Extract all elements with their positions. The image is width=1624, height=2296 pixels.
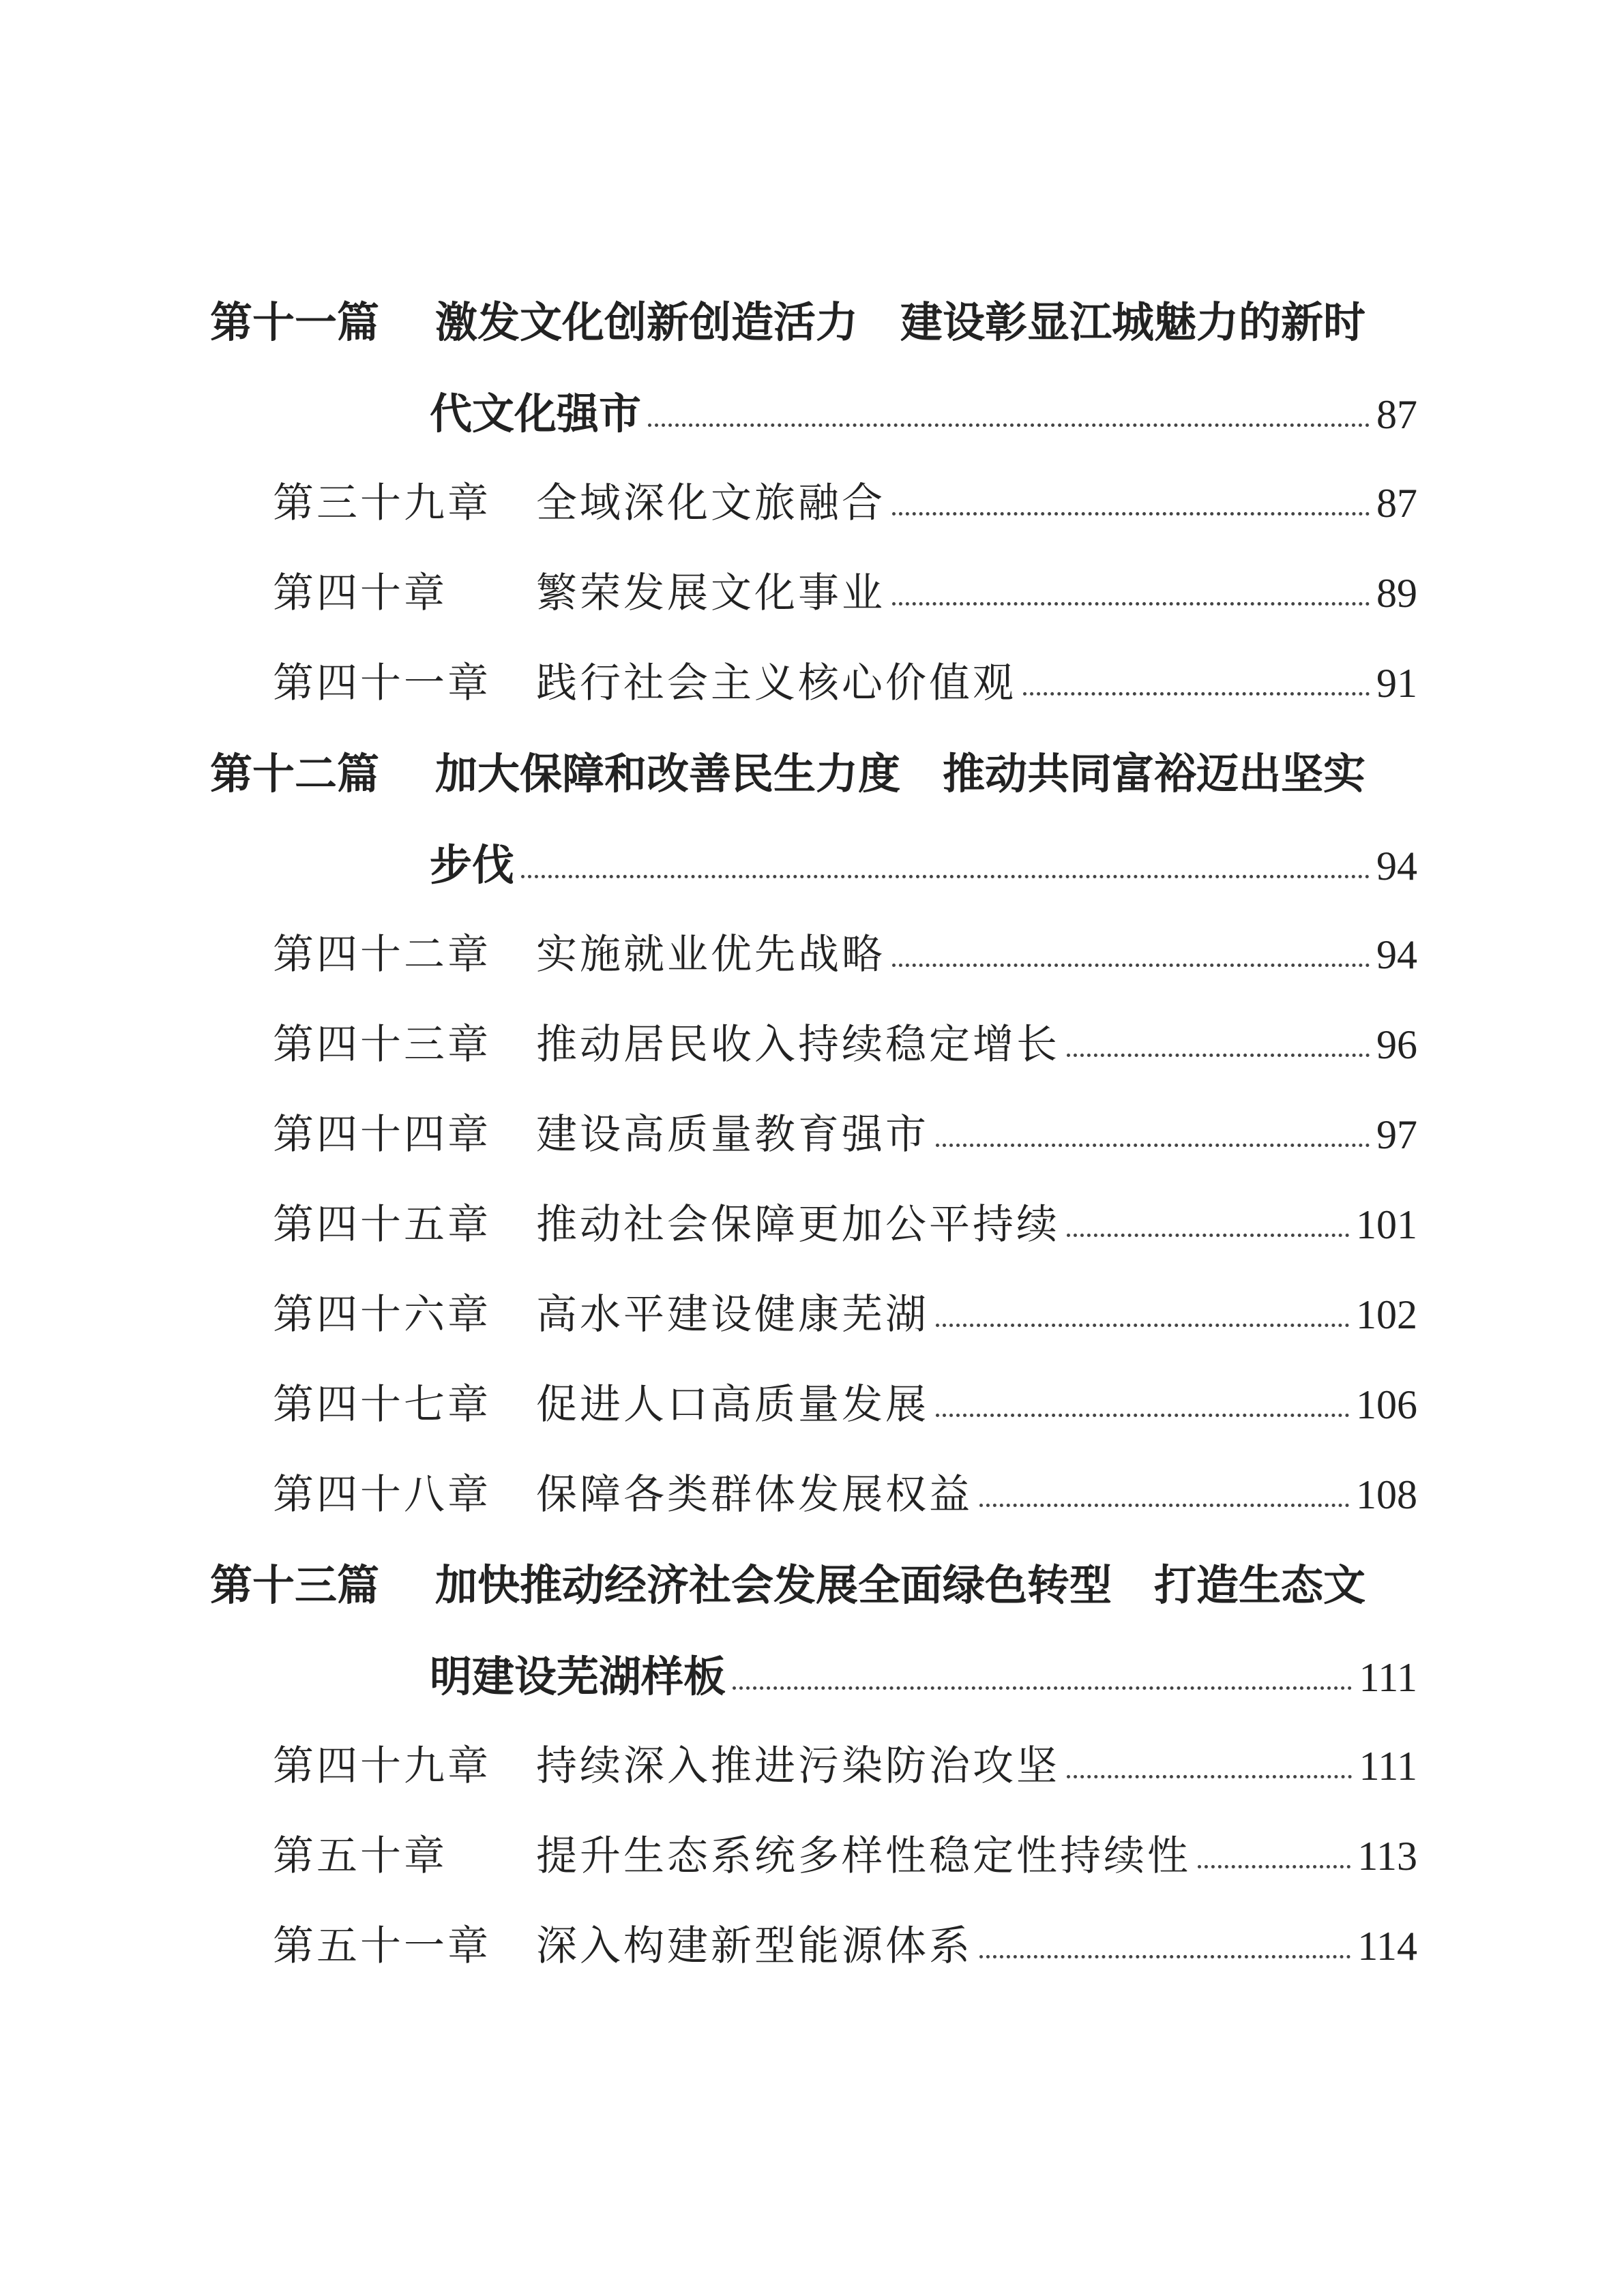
page-number: 111: [1359, 1655, 1417, 1700]
toc-chapter-entry[interactable]: [273, 1832, 1417, 1880]
toc-chapter-entry[interactable]: [273, 1021, 1417, 1069]
chapter-title: 保障各类群体发展权益: [536, 1471, 973, 1519]
part-title: 激发文化创新创造活力 建设彰显江城魅力的新时: [435, 297, 1366, 347]
chapter-number: 第四十七章: [273, 1381, 491, 1429]
toc-part-heading[interactable]: [210, 297, 1417, 347]
chapter-number: 第四十章: [273, 569, 447, 617]
page-number: 94: [1376, 932, 1417, 977]
part-number: 第十二篇: [210, 749, 380, 799]
chapter-title: 繁荣发展文化事业: [536, 569, 885, 617]
toc-chapter-entry[interactable]: [273, 931, 1417, 979]
page-number: 108: [1356, 1472, 1417, 1517]
page-number: 97: [1376, 1112, 1417, 1157]
part-number: 第十一篇: [210, 297, 380, 347]
toc-part-heading-continued[interactable]: [430, 1652, 1417, 1701]
page-number: 101: [1356, 1202, 1417, 1247]
part-title-continued: 步伐: [430, 840, 515, 890]
chapter-title: 推动社会保障更加公平持续: [536, 1201, 1060, 1249]
toc-part-heading[interactable]: [210, 1560, 1417, 1610]
dot-leader: [1067, 1054, 1370, 1057]
dot-leader: [936, 1324, 1349, 1327]
chapter-number: 第四十九章: [273, 1742, 491, 1790]
toc-chapter-entry[interactable]: [273, 479, 1417, 527]
page-number: 96: [1376, 1022, 1417, 1067]
part-number: 第十三篇: [210, 1560, 380, 1610]
chapter-title: 深入构建新型能源体系: [536, 1922, 973, 1970]
chapter-title: 高水平建设健康芜湖: [536, 1291, 929, 1339]
toc-part-heading-continued[interactable]: [430, 840, 1417, 890]
page-number: 87: [1376, 392, 1417, 437]
dot-leader: [979, 1504, 1349, 1507]
chapter-number: 第四十八章: [273, 1471, 491, 1519]
dot-leader: [521, 875, 1370, 878]
dot-leader: [892, 964, 1370, 967]
dot-leader: [1023, 692, 1370, 696]
chapter-title: 全域深化文旅融合: [536, 479, 885, 527]
toc-chapter-entry[interactable]: [273, 1381, 1417, 1429]
page-number: 94: [1376, 844, 1417, 889]
chapter-number: 第四十四章: [273, 1111, 491, 1159]
chapter-title: 推动居民收入持续稳定增长: [536, 1021, 1060, 1069]
part-title-continued: 明建设芜湖样板: [430, 1652, 726, 1701]
toc-chapter-entry[interactable]: [273, 1111, 1417, 1159]
toc-chapter-entry[interactable]: [273, 569, 1417, 617]
page-number: 87: [1376, 481, 1417, 526]
part-title: 加快推动经济社会发展全面绿色转型 打造生态文: [435, 1560, 1366, 1610]
page-number: 91: [1376, 661, 1417, 706]
chapter-number: 第四十六章: [273, 1291, 491, 1339]
chapter-number: 第四十一章: [273, 659, 491, 707]
toc-chapter-entry[interactable]: [273, 1742, 1417, 1790]
page-number: 102: [1356, 1292, 1417, 1337]
dot-leader: [892, 512, 1370, 516]
dot-leader: [1067, 1775, 1352, 1778]
toc-part-heading[interactable]: [210, 749, 1417, 799]
page-number: 113: [1357, 1834, 1417, 1879]
dot-leader: [892, 602, 1370, 606]
toc-chapter-entry[interactable]: [273, 659, 1417, 707]
chapter-title: 促进人口高质量发展: [536, 1381, 929, 1429]
chapter-number: 第五十章: [273, 1832, 447, 1880]
page-number: 111: [1359, 1744, 1417, 1789]
chapter-title: 持续深入推进污染防治攻坚: [536, 1742, 1060, 1790]
toc-part-heading-continued[interactable]: [430, 389, 1417, 438]
chapter-number: 第四十二章: [273, 931, 491, 979]
toc-chapter-entry[interactable]: [273, 1291, 1417, 1339]
part-title-continued: 代文化强市: [430, 389, 642, 438]
dot-leader: [1067, 1234, 1349, 1237]
page-number: 106: [1356, 1382, 1417, 1427]
dot-leader: [648, 423, 1370, 427]
chapter-number: 第三十九章: [273, 479, 491, 527]
dot-leader: [936, 1414, 1349, 1417]
dot-leader: [733, 1686, 1352, 1690]
chapter-number: 第四十三章: [273, 1021, 491, 1069]
dot-leader: [1198, 1865, 1350, 1868]
chapter-title: 建设高质量教育强市: [536, 1111, 929, 1159]
chapter-number: 第五十一章: [273, 1922, 491, 1970]
dot-leader: [979, 1955, 1350, 1958]
page-number: 114: [1357, 1924, 1417, 1969]
toc-chapter-entry[interactable]: [273, 1922, 1417, 1970]
chapter-title: 践行社会主义核心价值观: [536, 659, 1016, 707]
dot-leader: [936, 1144, 1370, 1147]
toc-chapter-entry[interactable]: [273, 1201, 1417, 1249]
toc-chapter-entry[interactable]: [273, 1471, 1417, 1519]
part-title: 加大保障和改善民生力度 推动共同富裕迈出坚实: [435, 749, 1366, 799]
chapter-title: 实施就业优先战略: [536, 931, 885, 979]
chapter-title: 提升生态系统多样性稳定性持续性: [536, 1832, 1191, 1880]
chapter-number: 第四十五章: [273, 1201, 491, 1249]
page-number: 89: [1376, 571, 1417, 616]
